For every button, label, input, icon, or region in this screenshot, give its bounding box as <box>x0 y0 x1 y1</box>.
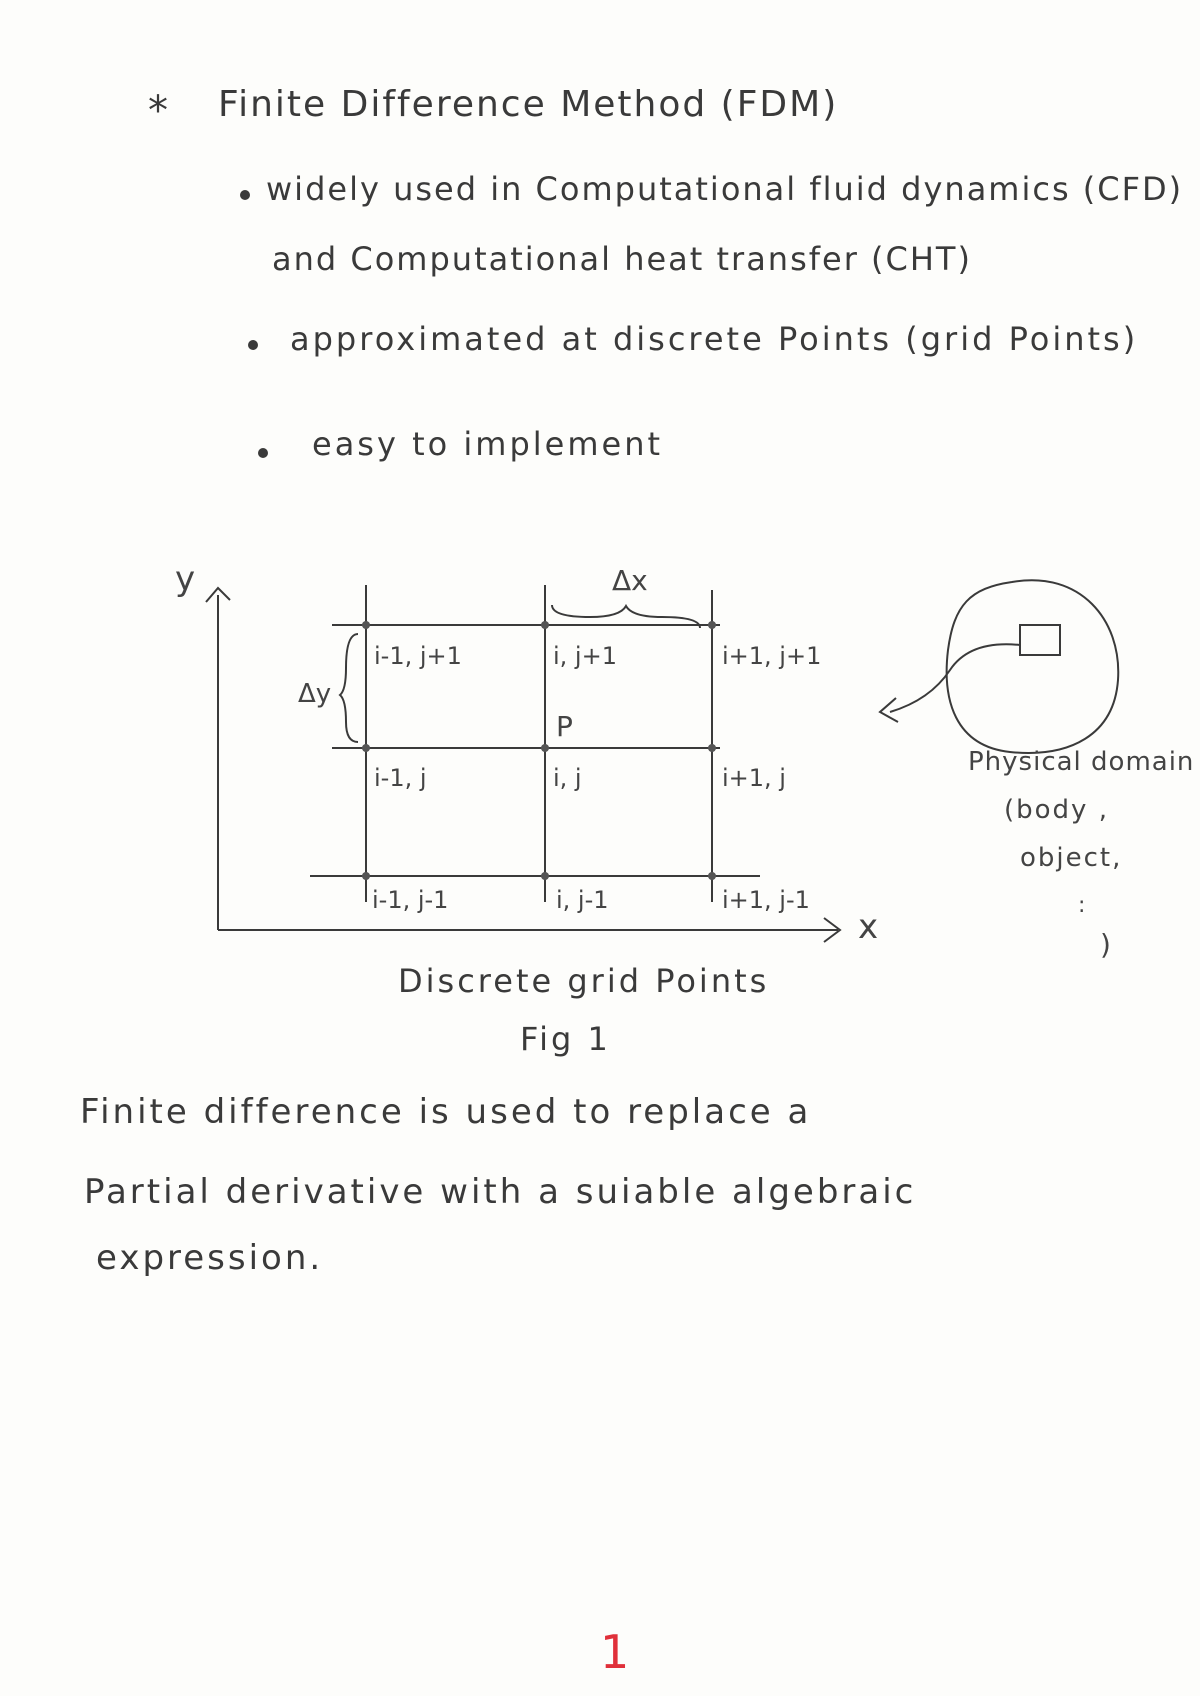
node-mm <box>541 744 549 752</box>
node-label-bl: i-1, j-1 <box>372 886 449 914</box>
domain-pointer-curve <box>890 644 1020 712</box>
node-ml <box>362 744 370 752</box>
node-tr <box>708 621 716 629</box>
node-label-ml: i-1, j <box>374 764 427 792</box>
domain-label-line-5: ) <box>1100 928 1111 961</box>
paragraph-line-1: Finite difference is used to replace a <box>80 1092 812 1132</box>
node-label-bm: i, j-1 <box>556 886 609 914</box>
dy-brace <box>340 634 358 742</box>
x-axis-label: x <box>858 907 879 947</box>
bullet-1-line-2: and Computational heat transfer (CHT) <box>272 240 972 278</box>
figure-caption: Discrete grid Points <box>398 962 770 1000</box>
node-bm <box>541 872 549 880</box>
bullet-3: easy to implement <box>312 425 664 463</box>
domain-label-line-3: object, <box>1020 843 1123 873</box>
domain-label-line-1: Physical domain <box>968 747 1195 777</box>
bullet-1-line-1: widely used in Computational fluid dynamics (CFD) <box>266 170 1184 208</box>
point-p-label: P <box>556 710 573 743</box>
star-bullet: * <box>148 88 170 134</box>
page-number: 1 <box>600 1625 630 1679</box>
figure-number: Fig 1 <box>520 1020 611 1058</box>
node-br <box>708 872 716 880</box>
y-axis-label: y <box>175 559 196 599</box>
page-heading: Finite Difference Method (FDM) <box>218 84 839 125</box>
paragraph-line-2: Partial derivative with a suiable algebraic <box>84 1172 917 1212</box>
domain-label-line-2: (body , <box>1004 795 1109 825</box>
node-tl <box>362 621 370 629</box>
node-label-br: i+1, j-1 <box>722 886 810 914</box>
node-label-mr: i+1, j <box>722 764 786 792</box>
node-tm <box>541 621 549 629</box>
node-label-tr: i+1, j+1 <box>722 642 822 670</box>
paragraph-line-3: expression. <box>96 1238 324 1278</box>
bullet-2: approximated at discrete Points (grid Points) <box>290 320 1139 358</box>
node-mr <box>708 744 716 752</box>
node-label-mm: i, j <box>553 764 582 792</box>
dx-label: Δx <box>612 564 648 597</box>
dy-label: Δy <box>298 679 332 709</box>
node-label-tl: i-1, j+1 <box>374 642 462 670</box>
node-bl <box>362 872 370 880</box>
node-label-tm: i, j+1 <box>553 642 617 670</box>
domain-element-box <box>1020 625 1060 655</box>
physical-domain-shape <box>947 580 1119 753</box>
domain-label-line-4: : <box>1078 893 1086 918</box>
